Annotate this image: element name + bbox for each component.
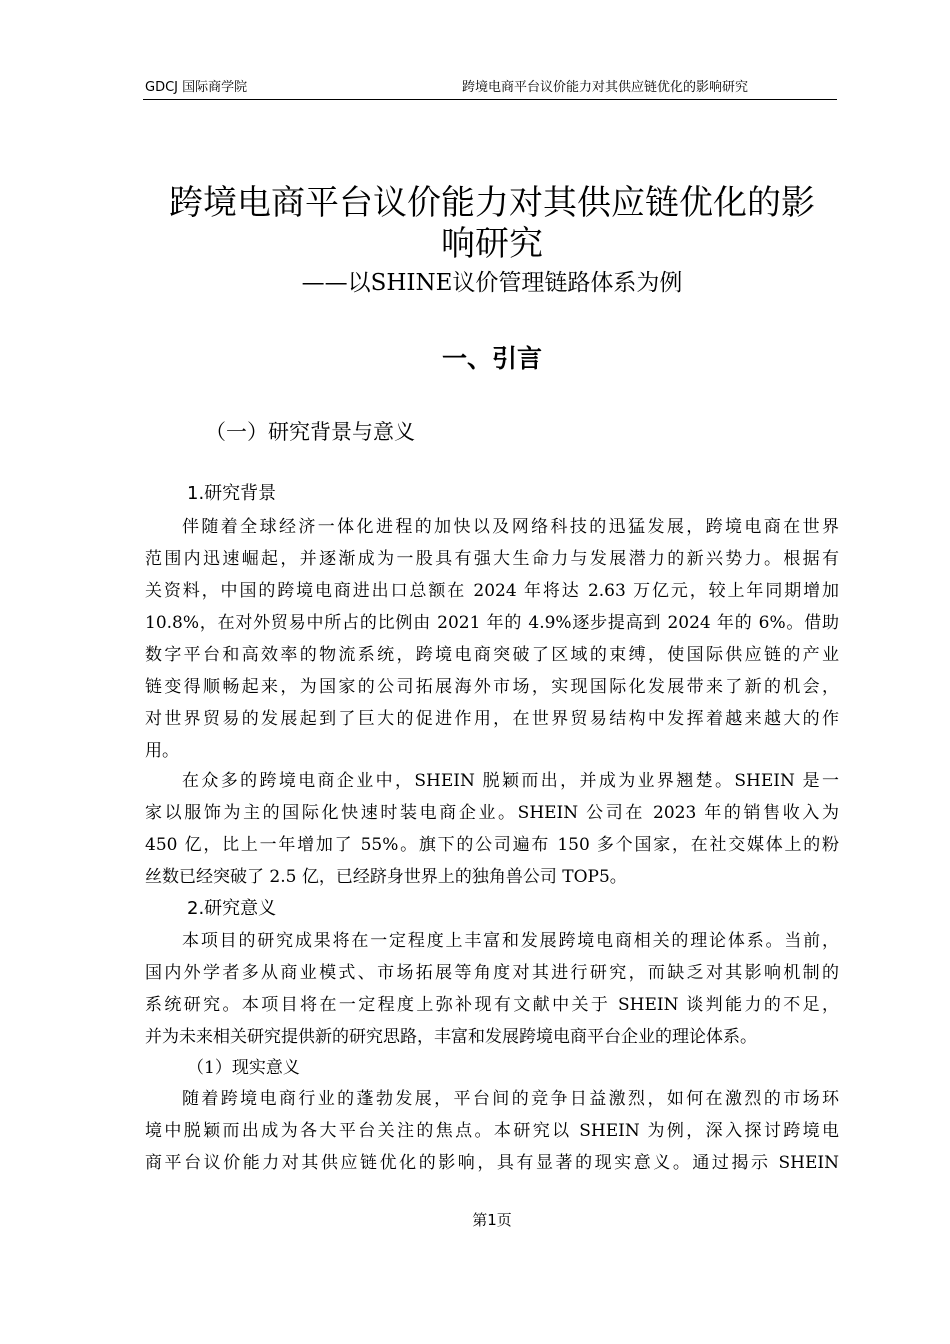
text-line: 对世界贸易的发展起到了巨大的促进作用，在世界贸易结构中发挥着越来越大的作: [145, 709, 839, 729]
sub-heading-practical-significance: （1）现实意义: [187, 1058, 300, 1078]
section-heading-introduction: 一、引言: [441, 344, 542, 373]
page-title-line1: 跨境电商平台议价能力对其供应链优化的影: [169, 183, 815, 223]
page-number: 第1页: [472, 1211, 512, 1229]
text-line: 关资料，中国的跨境电商进出口总额在 2024 年将达 2.63 万亿元，较上年同期增加: [145, 581, 839, 601]
text-line: 境中脱颖而出成为各大平台关注的焦点。本研究以 SHEIN 为例，深入探讨跨境电: [145, 1121, 839, 1141]
text-line: 家以服饰为主的国际化快速时装电商企业。SHEIN 公司在 2023 年的销售收入为: [145, 803, 839, 823]
text-line: 范围内迅速崛起，并逐渐成为一股具有强大生命力与发展潜力的新兴势力。根据有: [145, 549, 839, 569]
text-line: 450 亿，比上一年增加了 55%。旗下的公司遍布 150 多个国家，在社交媒体上的粉: [145, 835, 839, 855]
text-line: 数字平台和高效率的物流系统，跨境电商突破了区域的束缚，使国际供应链的产业: [145, 645, 839, 665]
text-line: 系统研究。本项目将在一定程度上弥补现有文献中关于 SHEIN 谈判能力的不足，: [145, 995, 839, 1015]
page-subtitle: ——以SHINE议价管理链路体系为例: [301, 270, 683, 296]
text-line: 在众多的跨境电商企业中，SHEIN 脱颖而出，并成为业界翘楚。SHEIN 是一: [182, 771, 839, 791]
paragraph-background-1: [145, 511, 839, 767]
text-line: 并为未来相关研究提供新的研究思路，丰富和发展跨境电商平台企业的理论体系。: [145, 1027, 757, 1047]
text-line: 随着跨境电商行业的蓬勃发展，平台间的竞争日益激烈，如何在激烈的市场环: [182, 1089, 839, 1109]
text-line: 10.8%，在对外贸易中所占的比例由 2021 年的 4.9%逐步提高到 2024 年的 6%。借助: [145, 613, 839, 633]
heading-research-background: 1.研究背景: [187, 483, 277, 504]
heading-research-significance: 2.研究意义: [187, 898, 277, 919]
text-line: 国内外学者多从商业模式、市场拓展等角度对其进行研究，而缺乏对其影响机制的: [145, 963, 839, 983]
paragraph-practical-significance: [145, 1083, 839, 1179]
header-left: GDCJ 国际商学院: [145, 80, 248, 95]
page-title-line2: 响研究: [441, 224, 543, 264]
header-right: 跨境电商平台议价能力对其供应链优化的影响研究: [462, 80, 749, 95]
header-rule: [143, 99, 837, 100]
text-line: 用。: [145, 741, 179, 761]
text-line: 伴随着全球经济一体化进程的加快以及网络科技的迅猛发展，跨境电商在世界: [182, 517, 839, 537]
text-line: 链变得顺畅起来，为国家的公司拓展海外市场，实现国际化发展带来了新的机会，: [145, 677, 839, 697]
text-line: 丝数已经突破了 2.5 亿，已经跻身世界上的独角兽公司 TOP5。: [145, 867, 627, 887]
subsection-heading-background-significance: （一）研究背景与意义: [205, 420, 415, 444]
text-line: 商平台议价能力对其供应链优化的影响，具有显著的现实意义。通过揭示 SHEIN: [145, 1153, 839, 1173]
paragraph-background-2: [145, 765, 839, 893]
text-line: 本项目的研究成果将在一定程度上丰富和发展跨境电商相关的理论体系。当前，: [182, 931, 839, 951]
paragraph-significance: [145, 925, 839, 1053]
